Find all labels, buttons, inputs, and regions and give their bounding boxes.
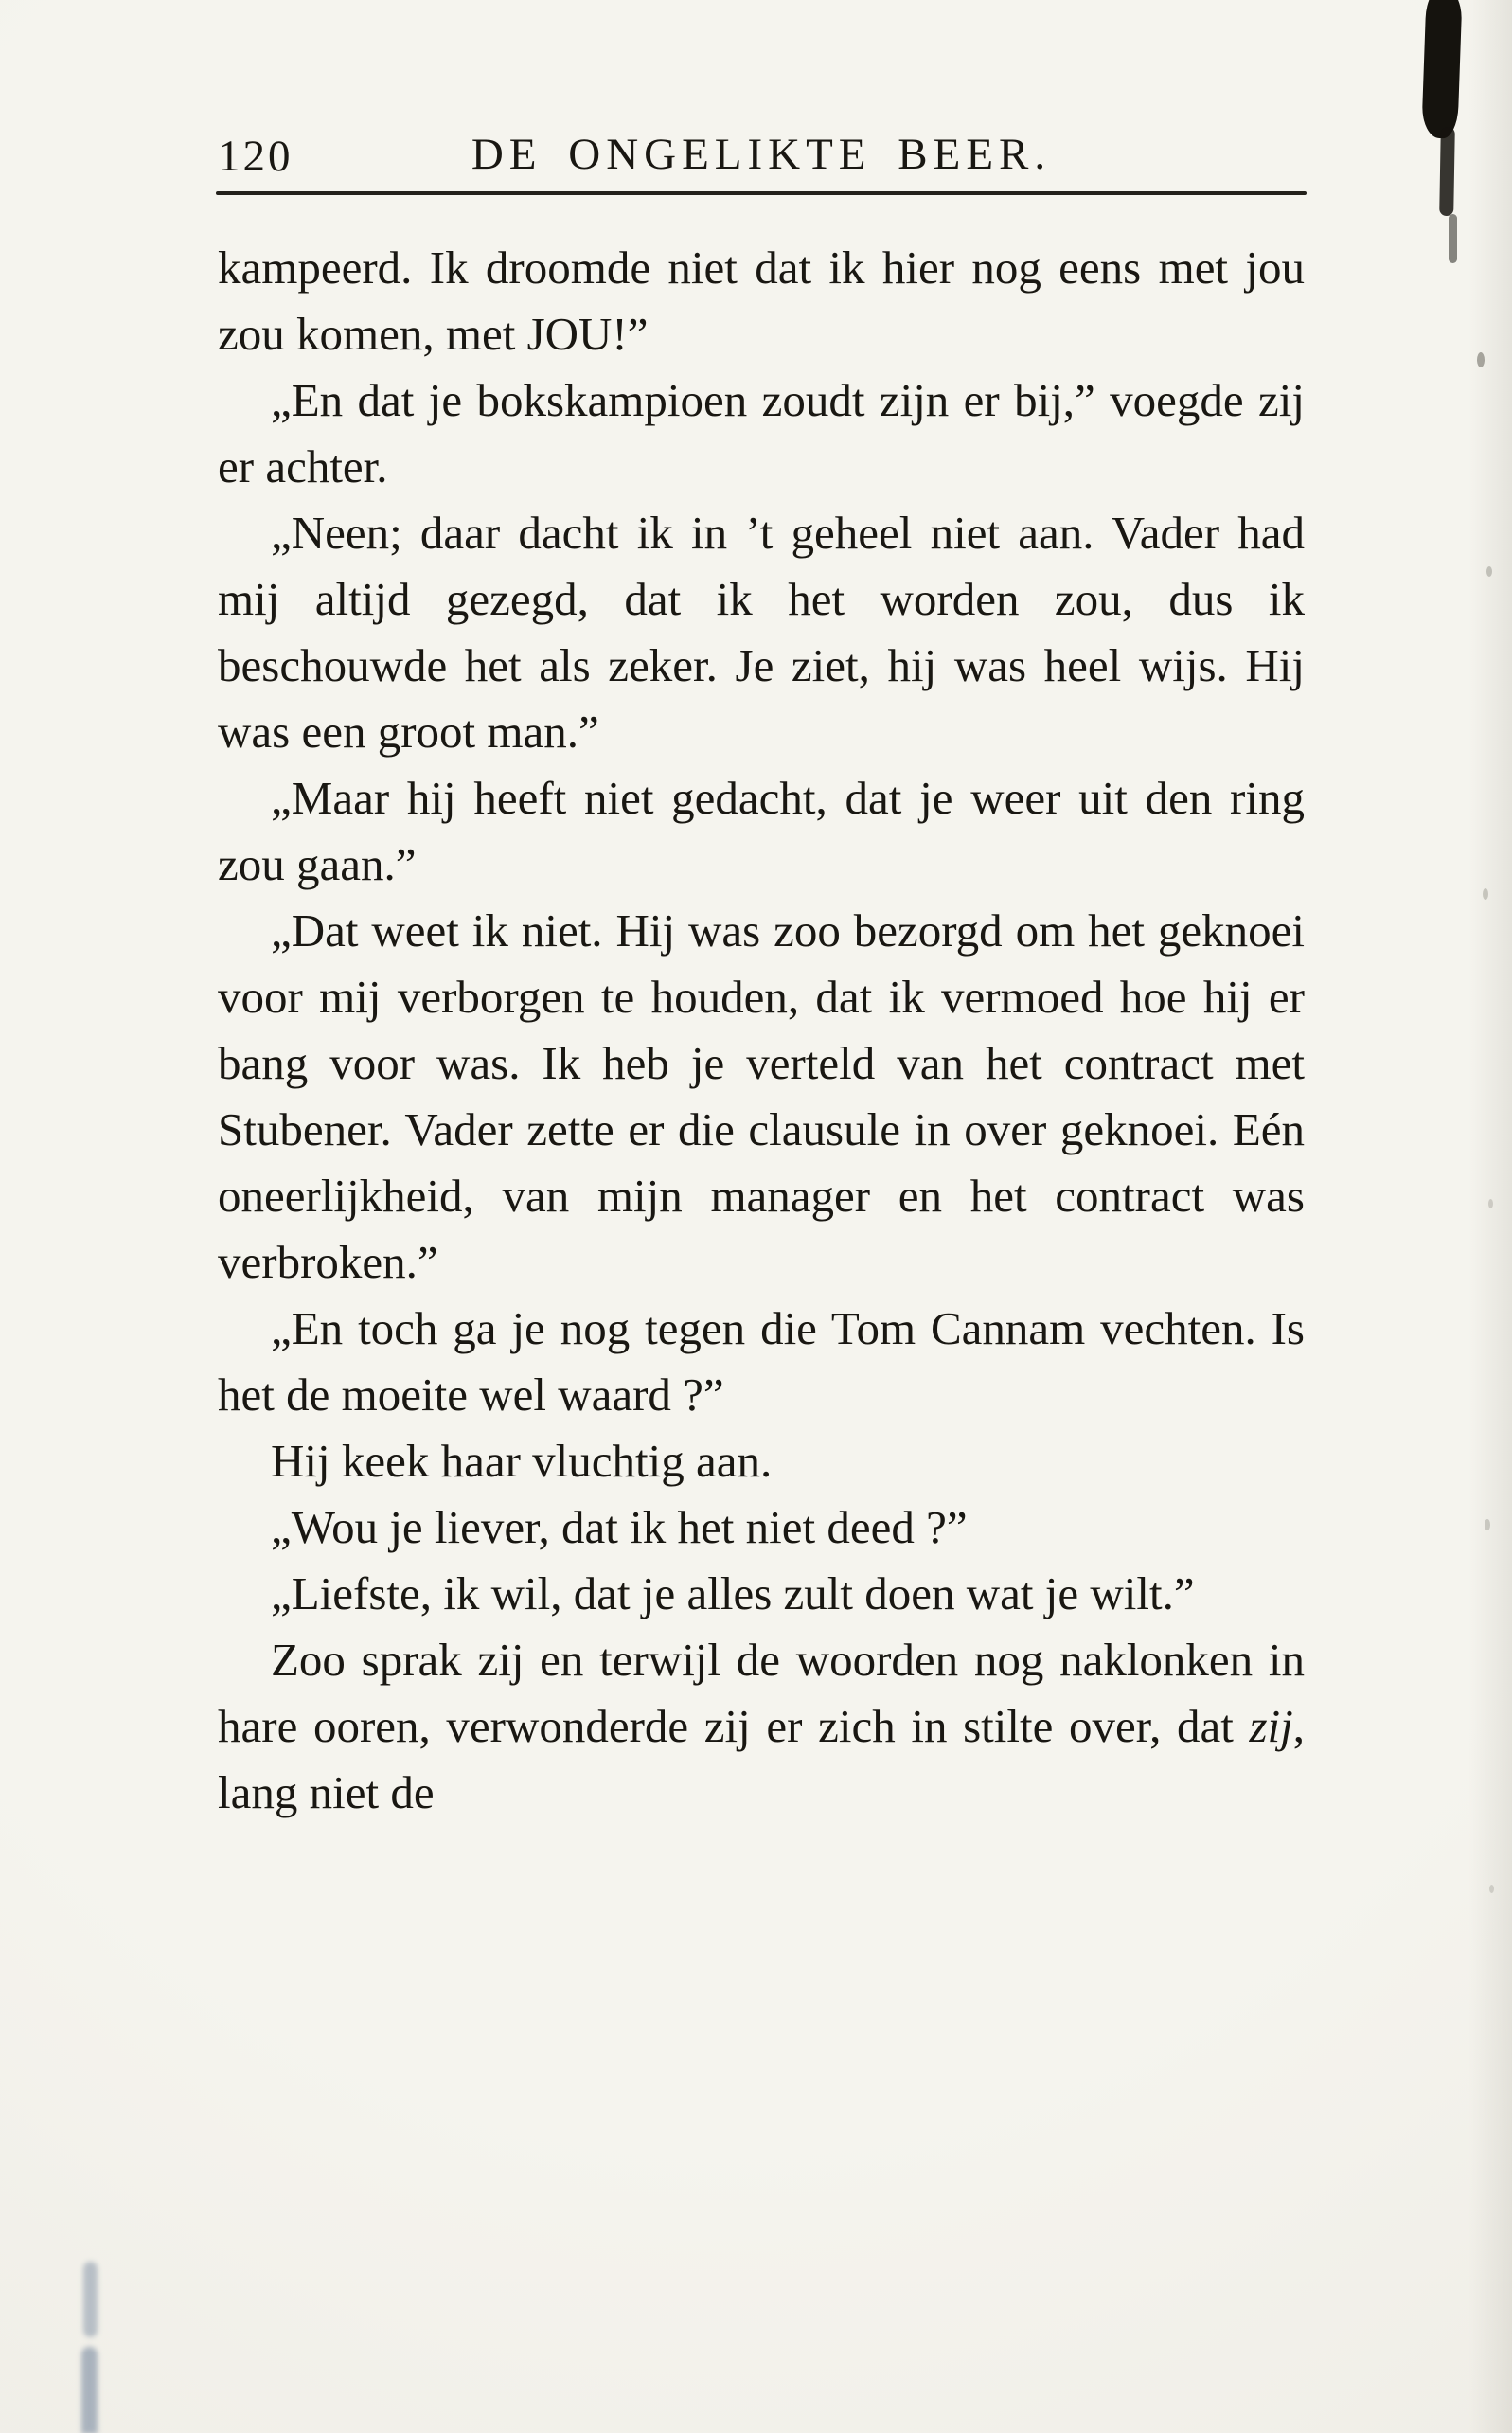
text-segment: „Wou je liever, dat ik het niet deed ?”	[271, 1501, 968, 1553]
paragraph	[218, 898, 1305, 1296]
scan-artifact-edge-dot	[1486, 566, 1492, 577]
scan-artifact-edge-dot	[1483, 888, 1488, 900]
paragraph	[218, 235, 1305, 367]
paragraph	[218, 1627, 1305, 1826]
scan-artifact-ink-blotch-top-right	[1421, 0, 1463, 139]
paragraph	[218, 1494, 1305, 1561]
italic-text-segment: zij	[1249, 1700, 1293, 1752]
paragraph	[218, 500, 1305, 765]
paragraph	[218, 1296, 1305, 1428]
paragraph	[218, 367, 1305, 500]
text-segment: „Dat weet ik niet. Hij was zoo bezorgd om het geknoei voor mij verborgen te houden, dat ik vermoed hoe hij er bang voor was. Ik heb je verteld van het contract met Stubener. Vader zette er die clausule in over geknoei. Eén oneerlijkheid, van mijn manager en het contract was verbroken.”	[218, 904, 1305, 1288]
scan-artifact-edge-dot	[1485, 1519, 1490, 1530]
scan-artifact-edge-dot	[1488, 1199, 1493, 1208]
text-segment: , lang niet de	[218, 1700, 1305, 1818]
scan-artifact-edge-dot	[1477, 352, 1485, 367]
paragraph	[218, 1561, 1305, 1627]
scan-artifact-ink-streak-top-right	[1439, 127, 1455, 216]
header-rule	[216, 191, 1307, 195]
text-segment: „En dat je bokskampioen zoudt zijn er bij,” voegde zij er achter.	[218, 374, 1305, 492]
text-segment: Hij keek haar vluchtig aan.	[271, 1435, 773, 1487]
text-segment: „Neen; daar dacht ik in ’t geheel niet aan. Vader had mij altijd gezegd, dat ik het worden zou, dus ik beschouwde het als zeker. Je ziet, hij was heel wijs. Hij was een groot man.”	[218, 507, 1305, 758]
page-number: 120	[218, 132, 294, 181]
scan-artifact-blue-smudge-bottom-left	[81, 2347, 98, 2433]
text-segment: „Liefste, ik wil, dat je alles zult doen wat je wilt.”	[271, 1567, 1195, 1619]
paragraph	[218, 1428, 1305, 1494]
scan-artifact-blue-smudge-bottom-left	[83, 2262, 98, 2337]
scan-artifact-ink-tail-top-right	[1449, 214, 1457, 263]
text-segment: kampeerd. Ik droomde niet dat ik hier nog eens met jou zou komen, met JOU!”	[218, 242, 1305, 360]
running-title: DE ONGELIKTE BEER.	[471, 130, 1052, 179]
body-text	[218, 235, 1305, 1826]
paragraph	[218, 765, 1305, 898]
text-segment: Zoo sprak zij en terwijl de woorden nog naklonken in hare ooren, verwonderde zij er zich in stilte over, dat	[218, 1634, 1305, 1752]
scan-artifact-edge-dot	[1489, 1885, 1494, 1893]
text-segment: „Maar hij heeft niet gedacht, dat je weer uit den ring zou gaan.”	[218, 772, 1305, 890]
page-edge-shading	[1468, 0, 1512, 2433]
page-header	[218, 129, 1305, 191]
text-segment: „En toch ga je nog tegen die Tom Cannam vechten. Is het de moeite wel waard ?”	[218, 1302, 1305, 1421]
